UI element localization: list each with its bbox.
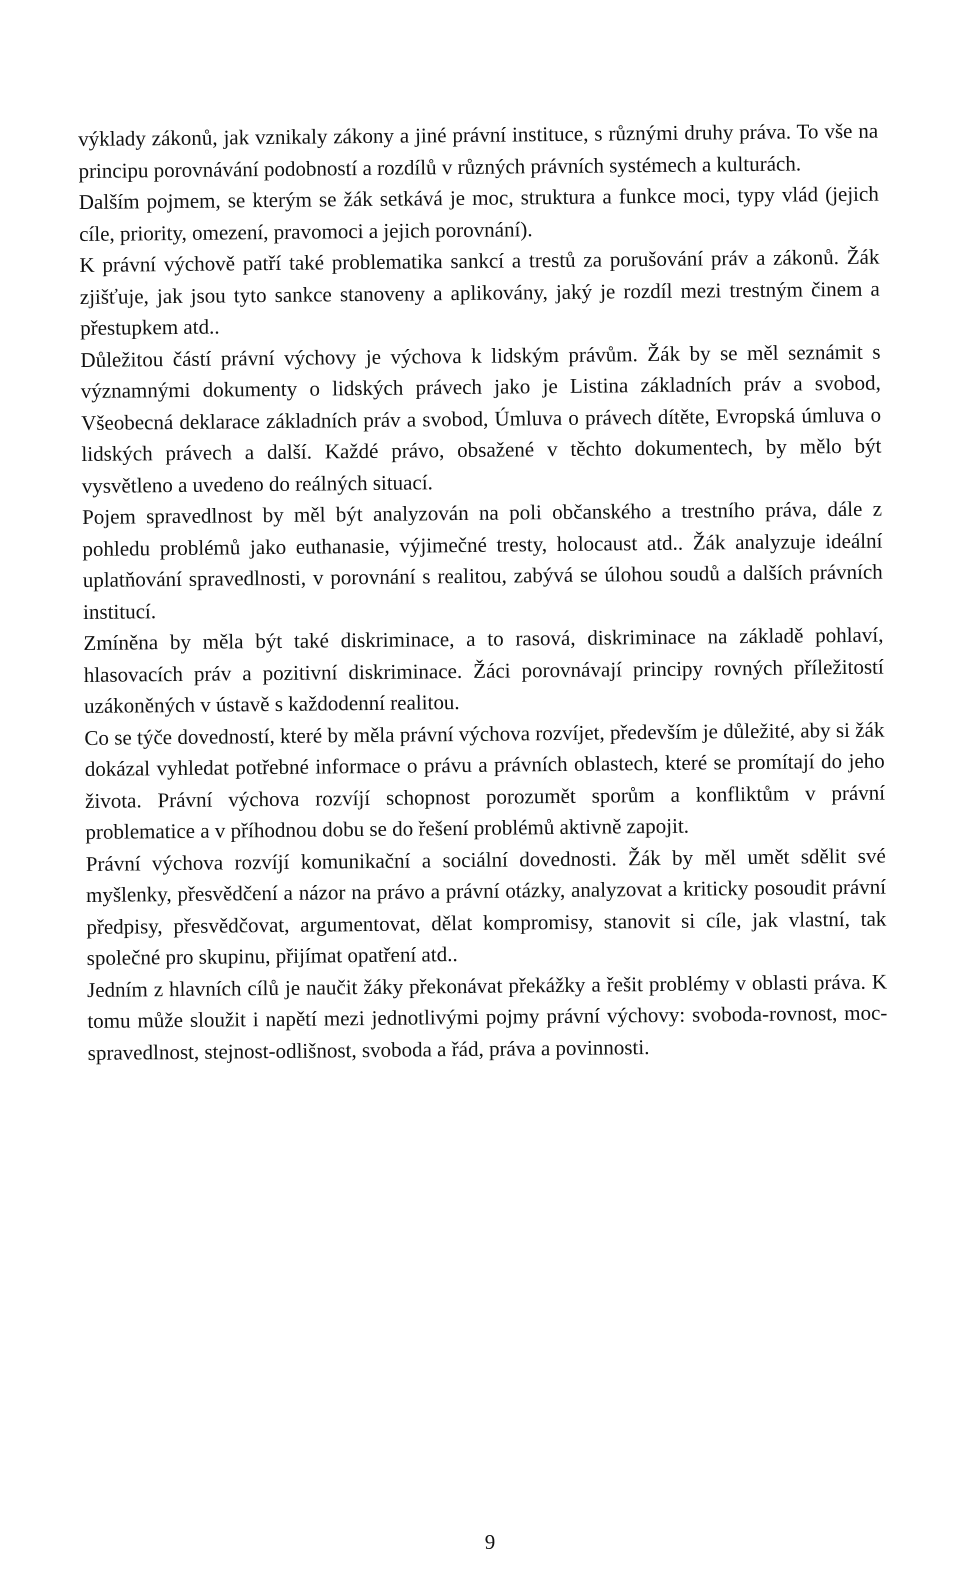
paragraph-communication: Právní výchova rozvíjí komunikační a sociální dovednosti. Žák by měl umět sdělit své myšlenky, přesvědčení a názor na právo a právní otázky, analyzovat a kriticky posoudit právní předpisy, přesvědčovat, argumentovat, dělat kompromisy, stanovit si cíle, jak vlastní, tak společné pro skupinu, přijímat opatření atd.. xyxy=(85,843,887,970)
body-text xyxy=(78,116,888,1069)
paragraph-law-history: výklady zákonů, jak vznikaly zákony a jiné právní instituce, s různými druhy práva. To vše na principu porovnávání podobností a rozdílů v různých právních systémech a kulturách. xyxy=(78,118,879,183)
paragraph-power: Dalším pojmem, se kterým se žák setkává je moc, struktura a funkce moci, typy vlád (jejich cíle, priority, omezení, pravomoci a jejich porovnání). xyxy=(78,181,879,246)
paragraph-sanctions: K právní výchově patří také problematika sankcí a trestů za porušování práv a zákonů. Žák zjišťuje, jak jsou tyto sankce stanoveny a aplikovány, jaký je rozdíl mezi trestným činem a přestupkem atd.. xyxy=(79,244,880,340)
paragraph-goals: Jedním z hlavních cílů je naučit žáky překonávat překážky a řešit problémy v oblasti práva. K tomu může sloužit i napětí mezi jednotlivými pojmy právní výchovy: svoboda-rovnost, moc-spravedlnost, stejnost-odlišnost, svoboda a řád, práva a povinnosti. xyxy=(86,969,888,1065)
page-number: 9 xyxy=(484,1530,496,1554)
paragraph-human-rights: Důležitou částí právní výchovy je výchova k lidským právům. Žák by se měl seznámit s významnými dokumenty o lidských právech jako je Listina základních práv a svobod, Všeobecná deklarace základních práv a svobod, Úmluva o právech dítěte, Evropská úmluva o lidských právech a další. Každé právo, obsažené v těchto dokumentech, by mělo být vysvětleno a uvedeno do reálných situací. xyxy=(80,339,882,498)
paragraph-justice: Pojem spravedlnost by měl být analyzován na poli občanského a trestního práva, dále z pohledu problémů jako euthanasie, výjimečné tresty, holocaust atd.. Žák analyzuje ideální uplatňování spravedlnosti, v porovnání s realitou, zabývá se úlohou soudů a dalších právních institucí. xyxy=(81,496,883,624)
paragraph-skills: Co se týče dovedností, které by měla právní výchova rozvíjet, především je důležité, aby si žák dokázal vyhledat potřebné informace o právu a právních oblastech, které se promítají do jeho života. Právní výchova rozvíjí schopnost porozumět sporům a konfliktům v právní problematice a v příhodnou dobu se do řešení problémů aktivně zapojit. xyxy=(84,717,886,844)
paragraph-discrimination: Zmíněna by měla být také diskriminace, a to rasová, diskriminace na základě pohlaví, hlasovacích práv a pozitivní diskriminace. Žáci porovnávají principy rovných příležitostí uzákoněných v ústavě s každodenní realitou. xyxy=(83,622,884,718)
